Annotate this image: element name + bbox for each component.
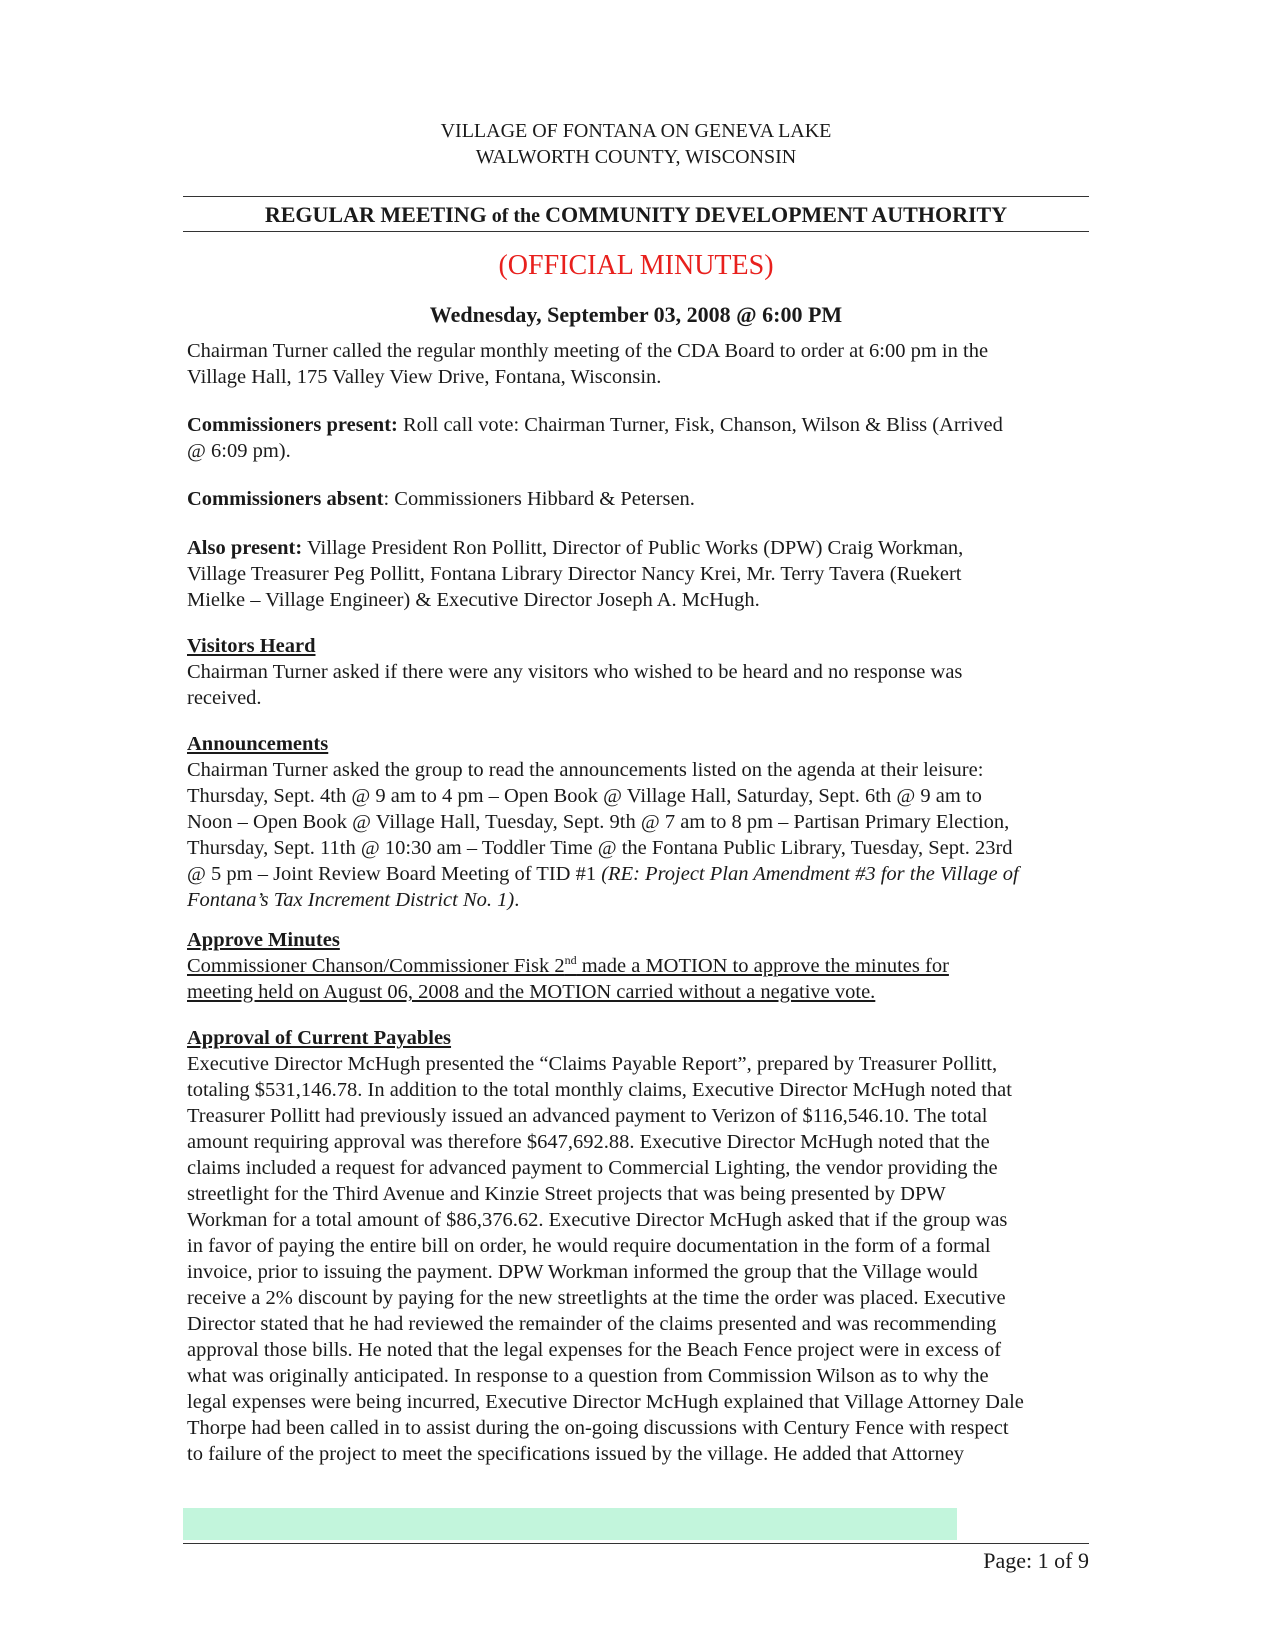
text-line: Workman for a total amount of $86,376.62. Executive Director McHugh asked that if the group was: [187, 1209, 1008, 1231]
section-label: Commissioners absent: [187, 488, 384, 510]
title-rule-bottom: [183, 231, 1089, 232]
section-label: Also present:: [187, 537, 303, 559]
intro-paragraph: [187, 338, 1093, 390]
text-line: streetlight for the Third Avenue and Kinzie Street projects that was being presented by DPW: [187, 1183, 946, 1205]
text-run: @ 5 pm – Joint Review Board Meeting of TID #1: [187, 863, 602, 885]
text-line: received.: [187, 687, 262, 709]
text-line: Treasurer Pollitt had previously issued an advanced payment to Verizon of $116,546.10. The total: [187, 1105, 988, 1127]
text-line: amount requiring approval was therefore $647,692.88. Executive Director McHugh noted that the: [187, 1131, 990, 1153]
title-rule-top: [183, 196, 1089, 197]
text-line: receive a 2% discount by paying for the new streetlights at the time the order was placed. Executive: [187, 1287, 1006, 1309]
commissioners-present: [187, 412, 1093, 464]
text-run: Roll call vote: Chairman Turner, Fisk, Chanson, Wilson & Bliss (Arrived: [397, 414, 1003, 436]
text-line: in favor of paying the entire bill on order, he would require documentation in the form of a formal: [187, 1235, 991, 1257]
footer-rule: [183, 1543, 1089, 1544]
official-minutes-label: (OFFICIAL MINUTES): [498, 250, 774, 281]
text-run: Commissioner Chanson/Commissioner Fisk 2: [187, 955, 565, 977]
meeting-title: [183, 201, 1089, 230]
text-run: made a MOTION to approve the minutes for: [576, 955, 949, 977]
approve-minutes-section: [187, 927, 1093, 1005]
text-line: Noon – Open Book @ Village Hall, Tuesday, Sept. 9th @ 7 am to 8 pm – Partisan Primary Election,: [187, 811, 1010, 833]
announcements-section: [187, 731, 1093, 913]
meeting-title-part: REGULAR MEETING: [264, 202, 487, 227]
section-heading: Approve Minutes: [187, 929, 340, 951]
meeting-title-part: of the: [486, 205, 546, 227]
visitors-section: [187, 633, 1093, 711]
text-line: @ 6:09 pm).: [187, 440, 291, 462]
text-line: claims included a request for advanced payment to Commercial Lighting, the vendor providing the: [187, 1157, 998, 1179]
text-line: Executive Director McHugh presented the “Claims Payable Report”, prepared by Treasurer Pollitt,: [187, 1053, 998, 1075]
section-heading: Announcements: [187, 733, 329, 755]
text-run: : Commissioners Hibbard & Petersen.: [383, 488, 695, 510]
payables-text: [187, 1051, 1093, 1467]
text-line: meeting held on August 06, 2008 and the MOTION carried without a negative vote.: [187, 981, 876, 1003]
text-line: Thorpe had been called in to assist during the on-going discussions with Century Fence with respect: [187, 1417, 1009, 1439]
meeting-date: Wednesday, September 03, 2008 @ 6:00 PM: [429, 302, 843, 327]
text-run: Fontana’s Tax Increment District No. 1): [187, 889, 515, 911]
text-line: legal expenses were being incurred, Executive Director McHugh explained that Village Attorney Dale: [187, 1391, 1024, 1413]
text-run: (RE: Project Plan Amendment #3 for the Village of: [601, 863, 1019, 885]
text-line: Thursday, Sept. 4th @ 9 am to 4 pm – Open Book @ Village Hall, Saturday, Sept. 6th @ 9 am to: [187, 785, 982, 807]
text-line: approval those bills. He noted that the legal expenses for the Beach Fence project were in excess of: [187, 1339, 1002, 1361]
highlight-band: [183, 1508, 957, 1540]
text-line: Thursday, Sept. 11th @ 10:30 am – Toddler Time @ the Fontana Public Library, Tuesday, Sept. 23rd: [187, 837, 1013, 859]
section-label: Commissioners present:: [187, 414, 398, 436]
section-heading: Visitors Heard: [187, 635, 316, 657]
commissioners-absent: [187, 486, 1093, 512]
also-present: [187, 535, 1093, 613]
meeting-title-part: COMMUNITY DEVELOPMENT AUTHORITY: [545, 202, 1008, 227]
text-run: .: [514, 889, 520, 911]
text-line: Chairman Turner called the regular monthly meeting of the CDA Board to order at 6:00 pm in the: [187, 340, 989, 362]
section-heading: Approval of Current Payables: [187, 1027, 452, 1049]
payables-section: [187, 1025, 1093, 1467]
page-number: Page: 1 of 9: [983, 1548, 1089, 1573]
text-line: Chairman Turner asked the group to read the announcements listed on the agenda at their leisure:: [187, 759, 984, 781]
text-line: Village Hall, 175 Valley View Drive, Fontana, Wisconsin.: [187, 366, 662, 388]
text-line: Chairman Turner asked if there were any visitors who wished to be heard and no response was: [187, 661, 963, 683]
text-run: Village President Ron Pollitt, Director of Public Works (DPW) Craig Workman,: [302, 537, 964, 559]
text-line: what was originally anticipated. In response to a question from Commission Wilson as to why the: [187, 1365, 989, 1387]
text-line: invoice, prior to issuing the payment. DPW Workman informed the group that the Village would: [187, 1261, 978, 1283]
superscript: nd: [564, 953, 577, 968]
county-name: WALWORTH COUNTY, WISCONSIN: [475, 146, 797, 168]
village-name: VILLAGE OF FONTANA ON GENEVA LAKE: [440, 120, 832, 142]
text-line: totaling $531,146.78. In addition to the total monthly claims, Executive Director McHugh noted that: [187, 1079, 1012, 1101]
text-line: Director stated that he had reviewed the remainder of the claims presented and was recommending: [187, 1313, 997, 1335]
text-line: Mielke – Village Engineer) & Executive Director Joseph A. McHugh.: [187, 589, 760, 611]
text-line: to failure of the project to meet the specifications issued by the village. He added that Attorney: [187, 1443, 965, 1465]
text-line: Village Treasurer Peg Pollitt, Fontana Library Director Nancy Krei, Mr. Terry Tavera (Ruekert: [187, 563, 962, 585]
